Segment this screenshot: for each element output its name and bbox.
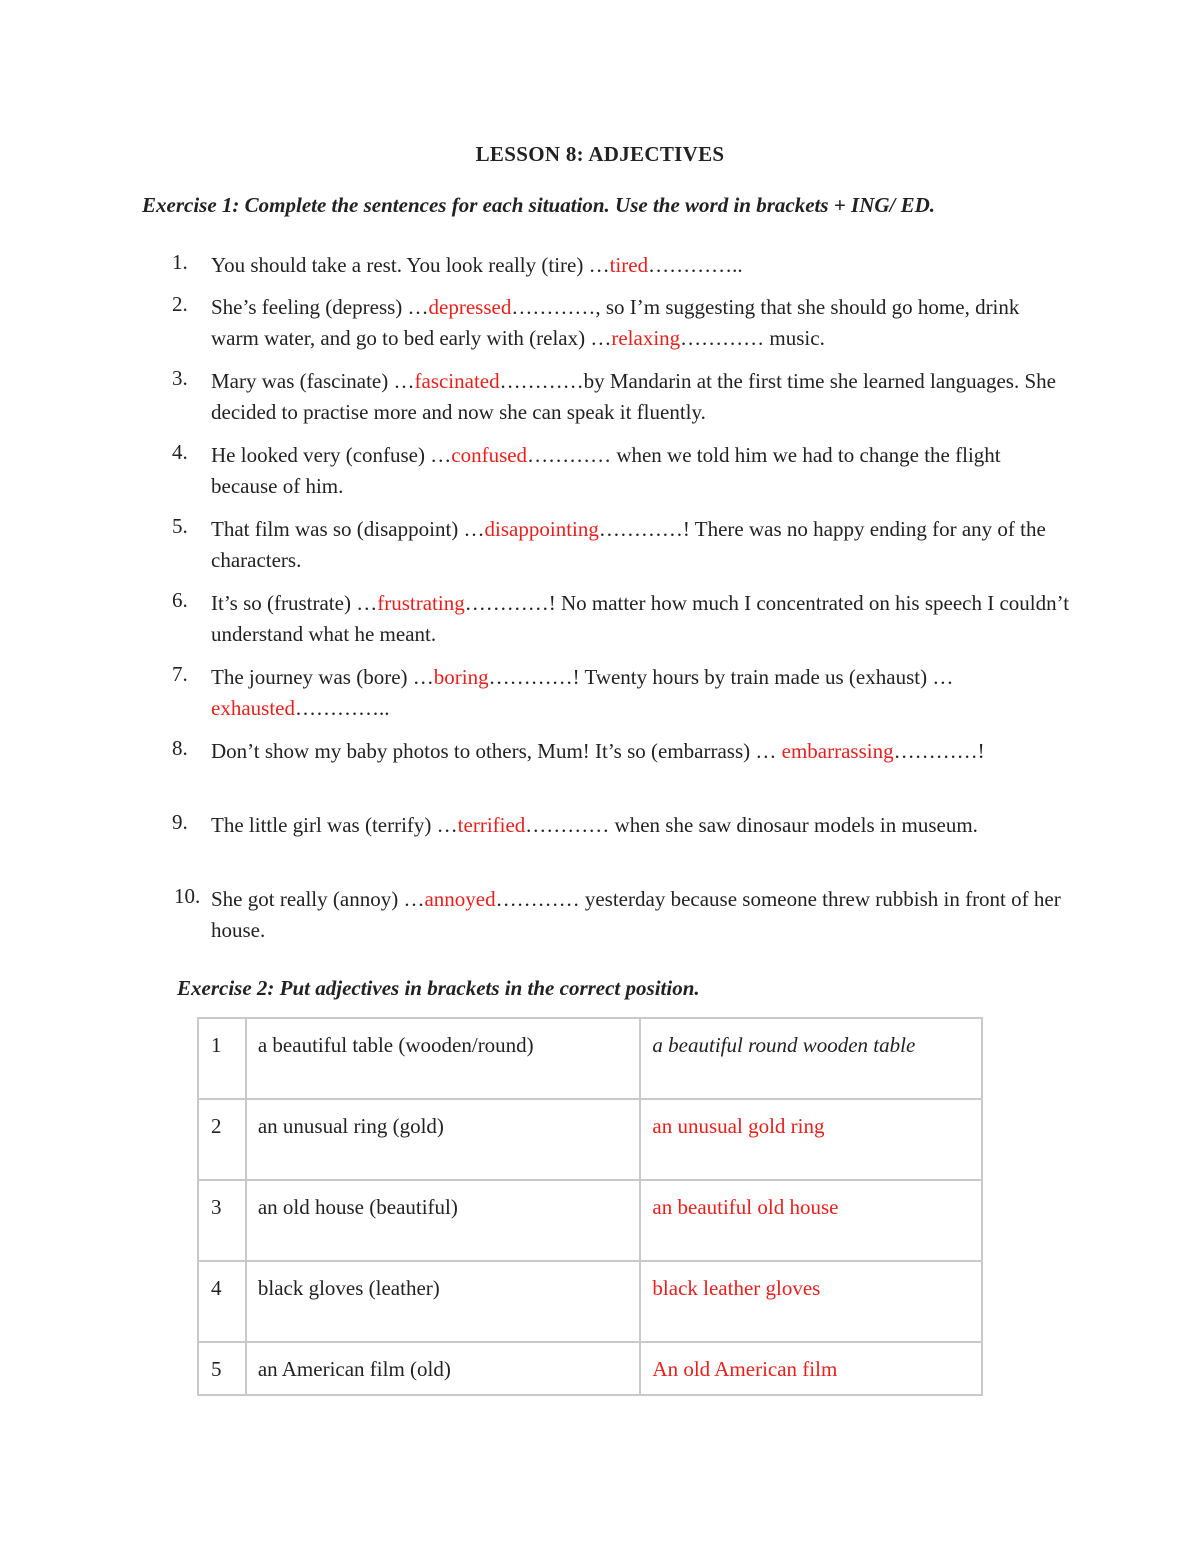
table-row (198, 1099, 982, 1180)
item-number: 1. (172, 250, 188, 274)
item-number: 5. (172, 514, 188, 538)
row-number: 3 (198, 1180, 246, 1261)
question-cell: a beautiful table (wooden/round) (246, 1018, 641, 1099)
answer-text: tired (609, 253, 649, 277)
table-row (198, 1342, 982, 1395)
item-text: The little girl was (terrify) …terrified………… when she saw dinosaur models in museum. (211, 813, 978, 837)
answer-text: annoyed (424, 887, 496, 911)
answer-text: disappointing (484, 517, 599, 541)
item-number: 3. (172, 366, 188, 390)
answer-text: embarrassing (781, 739, 894, 763)
item-number: 2. (172, 292, 188, 316)
answer-text: boring (433, 665, 489, 689)
exercise-2-table (197, 1017, 983, 1396)
question-cell: an old house (beautiful) (246, 1180, 641, 1261)
page-title: LESSON 8: ADJECTIVES (475, 142, 725, 166)
exercise-1-heading: Exercise 1: Complete the sentences for each situation. Use the word in brackets + ING/ ED. (142, 193, 936, 217)
item-text: Don’t show my baby photos to others, Mum! It’s so (embarrass) … embarrassing…………! (211, 739, 985, 763)
exercise-2-heading: Exercise 2: Put adjectives in brackets in the correct position. (177, 976, 700, 1000)
question-cell: an American film (old) (246, 1342, 641, 1395)
answer-text: depressed (428, 295, 512, 319)
item-text: She’s feeling (depress) …depressed…………, so I’m suggesting that she should go home, drink warm water, and go to bed early with (relax) …relaxing………… music. (211, 295, 1020, 350)
item-text: It’s so (frustrate) …frustrating…………! No matter how much I concentrated on his speech I couldn’t understand what he meant. (211, 591, 1070, 646)
answer-cell: an beautiful old house (640, 1180, 982, 1261)
item-number: 6. (172, 588, 188, 612)
item-number: 7. (172, 662, 188, 686)
answer-text: terrified (457, 813, 526, 837)
answer-text: relaxing (611, 326, 681, 350)
question-cell: an unusual ring (gold) (246, 1099, 641, 1180)
answer-cell: black leather gloves (640, 1261, 982, 1342)
item-text: She got really (annoy) …annoyed………… yesterday because someone threw rubbish in front of her house. (211, 887, 1061, 942)
row-number: 1 (198, 1018, 246, 1099)
item-number: 8. (172, 736, 188, 760)
table-row (198, 1018, 982, 1099)
row-number: 2 (198, 1099, 246, 1180)
row-number: 4 (198, 1261, 246, 1342)
row-number: 5 (198, 1342, 246, 1395)
item-text: The journey was (bore) …boring…………! Twenty hours by train made us (exhaust) … exhausted………….. (211, 665, 954, 720)
item-text: That film was so (disappoint) …disappointing…………! There was no happy ending for any of the characters. (211, 517, 1046, 572)
table-row (198, 1261, 982, 1342)
answer-text: exhausted (211, 696, 295, 720)
item-number: 9. (172, 810, 188, 834)
answer-text: fascinated (414, 369, 500, 393)
item-number: 4. (172, 440, 188, 464)
table-row (198, 1180, 982, 1261)
answer-cell: an unusual gold ring (640, 1099, 982, 1180)
item-text: You should take a rest. You look really (tire) …tired………….. (211, 253, 743, 277)
answer-cell: An old American film (640, 1342, 982, 1395)
item-text: He looked very (confuse) …confused………… when we told him we had to change the flight because of him. (211, 443, 1001, 498)
question-cell: black gloves (leather) (246, 1261, 641, 1342)
item-text: Mary was (fascinate) …fascinated…………by Mandarin at the first time she learned languages. She decided to practise more and now she can speak it fluently. (211, 369, 1056, 424)
answer-text: confused (451, 443, 528, 467)
answer-cell: a beautiful round wooden table (640, 1018, 982, 1099)
answer-text: frustrating (377, 591, 465, 615)
item-number: 10. (174, 884, 201, 908)
